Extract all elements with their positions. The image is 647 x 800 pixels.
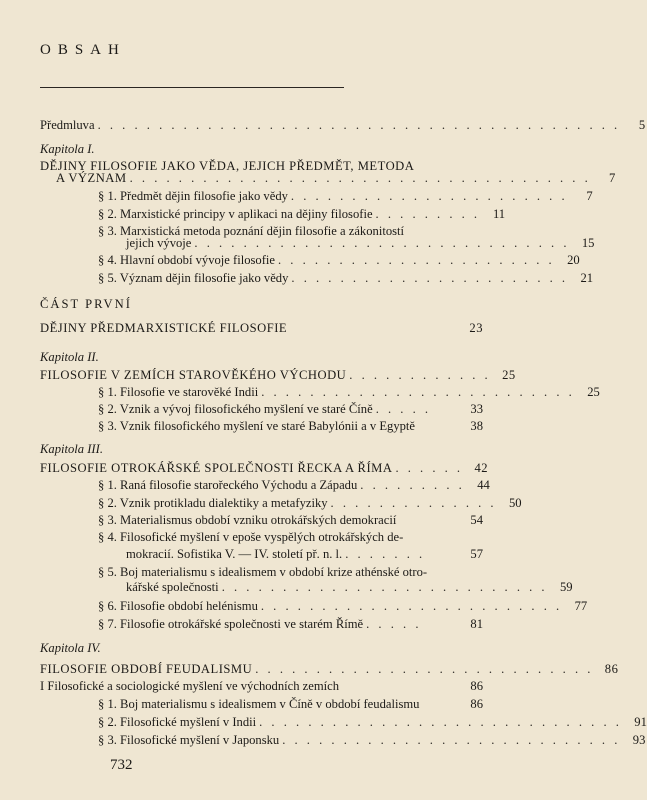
entry-page: 21 [580, 271, 594, 285]
leader-dots: . . . . . . . [345, 547, 426, 561]
chapter-title: DĚJINY FILOSOFIE JAKO VĚDA, JEJICH PŘEDMĚT, METODA [40, 159, 415, 173]
toc-entry-section [98, 733, 646, 747]
entry-page: 33 [470, 402, 483, 416]
toc-entry-section [98, 496, 522, 510]
entry-page: 86 [470, 679, 483, 693]
entry-page: 50 [508, 496, 522, 510]
toc-entry-chapter-3 [40, 461, 489, 475]
entry-title: § 7. Filosofie otrokářské společnosti ve starém Římě [98, 617, 364, 631]
entry-page: 11 [492, 207, 506, 221]
toc-entry-section [126, 547, 483, 561]
heading-rule [40, 87, 344, 88]
entry-title: § 6. Filosofie období helénismu [98, 599, 258, 613]
entry-title: § 5. Význam dějin filosofie jako vědy [98, 271, 289, 285]
chapter-label: Kapitola I. [40, 142, 95, 156]
entry-page: 38 [470, 419, 483, 433]
entry-title: § 4. Hlavní období vývoje filosofie [98, 253, 275, 267]
entry-title-cont: jejich vývoje [126, 236, 192, 250]
toc-entry-section [98, 715, 647, 729]
leader-dots: . . . . . [375, 402, 432, 416]
leader-dots: . . . . . . . . . . . . . . . . . . . . . . . [278, 253, 555, 267]
toc-entry-section [98, 253, 580, 267]
leader-dots: . . . . . . . . . . . . . . . . . . . . . . . . . . . . [282, 733, 621, 747]
toc-entry-subpart [40, 679, 483, 693]
entry-title-cont: kářské společnosti [126, 580, 219, 594]
leader-dots: . . . . . . . . . . . . . . [330, 496, 497, 510]
entry-title: § 3. Filosofické myšlení v Japonsku [98, 733, 280, 747]
toc-entry-section [98, 513, 483, 527]
entry-title: § 3. Vznik filosofického myšlení ve staré Babylónii a v Egyptě [98, 419, 415, 433]
entry-page: 7 [586, 189, 593, 203]
entry-page: 20 [567, 253, 580, 267]
entry-page: 5 [638, 118, 646, 132]
toc-entry-section [98, 385, 600, 399]
entry-page: 44 [477, 478, 490, 492]
entry-title: Předmluva [40, 118, 95, 132]
toc-entry-section [98, 402, 483, 416]
entry-title: § 3. Marxistická metoda poznání dějin filosofie a zákonitostí [98, 224, 405, 238]
leader-dots: . . . . . . . . . . . . . . . . . . . . . . . . . [260, 599, 563, 613]
entry-page: 57 [470, 547, 483, 561]
toc-entry-section [98, 207, 506, 221]
leader-dots: . . . . . . . . . [375, 207, 481, 221]
toc-entry-section [126, 236, 595, 250]
entry-page: 7 [608, 171, 616, 185]
page-number: 732 [110, 757, 133, 773]
chapter-title-cont: A VÝZNAM [56, 171, 127, 185]
leader-dots: . . . . . [366, 617, 422, 631]
entry-page: 86 [470, 697, 483, 711]
toc-entry-section [98, 697, 483, 711]
entry-title-cont: mokracií. Sofistika V. — IV. století př. n. l. [126, 547, 343, 561]
leader-dots: . . . . . . . . . . . . . . . . . . . . . . . . . . . . . . . . . . . . . . [129, 171, 591, 185]
chapter-label: Kapitola II. [40, 350, 99, 364]
entry-page: 54 [470, 513, 483, 527]
chapter-title: FILOSOFIE V ZEMÍCH STAROVĚKÉHO VÝCHODU [40, 368, 347, 382]
entry-title: § 1. Raná filosofie starořeckého Východu a Západu [98, 478, 358, 492]
entry-page: 59 [559, 580, 573, 594]
chapter-title: FILOSOFIE OTROKÁŘSKÉ SPOLEČNOSTI ŘECKA A ŘÍMA [40, 461, 393, 475]
toc-entry-section [98, 419, 483, 433]
toc-entry-part-1 [40, 321, 483, 335]
entry-title: § 5. Boj materialismu s idealismem v období krize athénské otro- [98, 565, 428, 579]
entry-page: 25 [502, 368, 516, 382]
part-label: ČÁST PRVNÍ [40, 297, 132, 311]
entry-title: § 2. Marxistické principy v aplikaci na dějiny filosofie [98, 207, 373, 221]
toc-entry-chapter-4 [40, 662, 619, 676]
chapter-label: Kapitola III. [40, 442, 103, 456]
chapter-label: Kapitola IV. [40, 641, 101, 655]
entry-title: § 1. Filosofie ve starověké Indii [98, 385, 259, 399]
leader-dots: . . . . . . . . . . . . . . . . . . . . . . . . . . . . [255, 662, 594, 676]
chapter-title: FILOSOFIE OBDOBÍ FEUDALISMU [40, 662, 253, 676]
leader-dots: . . . . . . . . . . . . . . . . . . . . . . . . . . . . . . . [194, 236, 570, 250]
toc-entry-section [98, 271, 594, 285]
entry-page: 91 [634, 715, 647, 729]
leader-dots: . . . . . . . . . . . . . . . . . . . . . . . . . . . . . . . . . . . . . . . . . . . [97, 118, 621, 132]
entry-title: § 2. Filosofické myšlení v Indii [98, 715, 257, 729]
entry-title: § 2. Vznik protikladu dialektiky a metafyziky [98, 496, 328, 510]
toc-entry-chapter-2 [40, 368, 516, 382]
entry-title: I Filosofické a sociologické myšlení ve východních zemích [40, 679, 340, 693]
leader-dots: . . . . . . [395, 461, 464, 475]
entry-title: § 1. Předmět dějin filosofie jako vědy [98, 189, 288, 203]
contents-heading: OBSAH [40, 42, 126, 58]
entry-title: § 4. Filosofické myšlení v epoše vyspělých otrokářských de- [98, 530, 404, 544]
leader-dots: . . . . . . . . . . . . . . . . . . . . . . . . . . [261, 385, 575, 399]
entry-page: 86 [604, 662, 619, 676]
toc-entry-section [126, 580, 573, 594]
entry-title: § 2. Vznik a vývoj filosofického myšlení ve staré Číně [98, 402, 373, 416]
toc-entry-preface [40, 118, 646, 132]
entry-page: 42 [474, 461, 489, 475]
leader-dots: . . . . . . . . . . . . . . . . . . . . . . . [291, 271, 569, 285]
leader-dots: . . . . . . . . . [360, 478, 465, 492]
leader-dots: . . . . . . . . . . . . . . . . . . . . . . . . . . . . . . [259, 715, 622, 729]
entry-page: 93 [632, 733, 646, 747]
entry-title: § 3. Materialismus období vzniku otrokářských demokracií [98, 513, 397, 527]
entry-page: 77 [574, 599, 588, 613]
toc-entry-section [98, 189, 593, 203]
leader-dots: . . . . . . . . . . . . . . . . . . . . . . . . . . . [221, 580, 548, 594]
toc-entry-section [98, 617, 483, 631]
entry-page: 23 [469, 321, 483, 335]
entry-page: 25 [587, 385, 600, 399]
leader-dots: . . . . . . . . . . . . . . . . . . . . . . . [290, 189, 568, 203]
entry-page: 81 [470, 617, 483, 631]
toc-entry-section [98, 478, 490, 492]
leader-dots: . . . . . . . . . . . . [349, 368, 491, 382]
toc-entry-chapter-1 [56, 171, 616, 185]
part-title: DĚJINY PŘEDMARXISTICKÉ FILOSOFIE [40, 321, 288, 335]
toc-entry-section [98, 599, 588, 613]
entry-page: 15 [581, 236, 595, 250]
entry-title: § 1. Boj materialismu s idealismem v Číně v období feudalismu [98, 697, 420, 711]
